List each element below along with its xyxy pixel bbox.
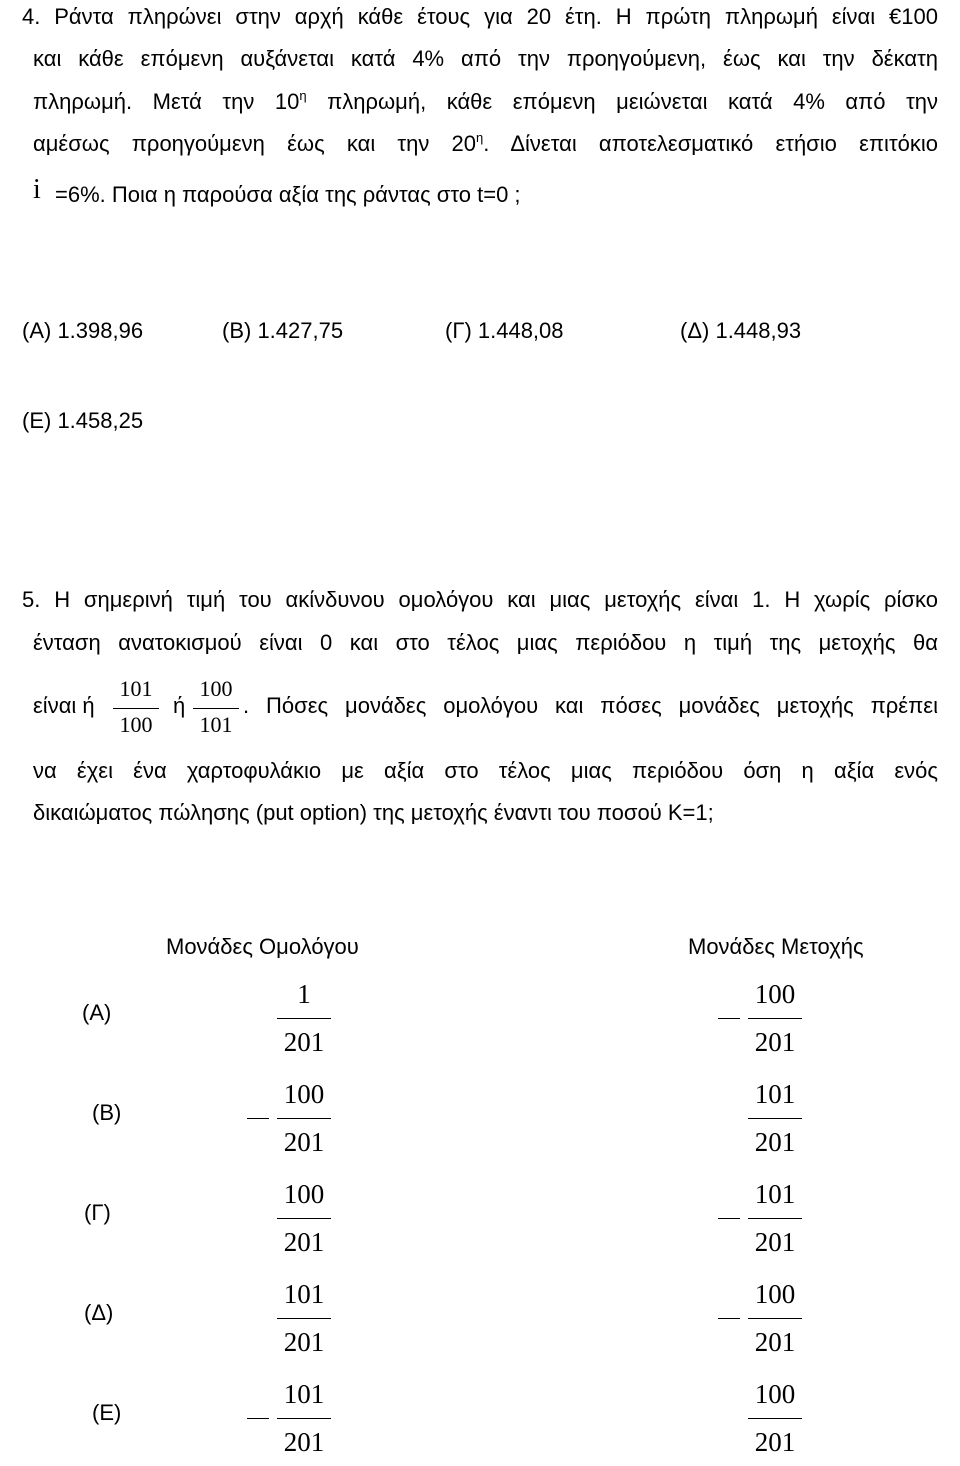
problem5-line-3-start: είναι ή [33, 693, 95, 718]
problem4-line-3: πληρωμή. Μετά την $10^\eta$ πληρωμή, κάθε επόμενη μειώνεται κατά 4% από την [33, 88, 938, 114]
answer-row-label: (Δ) [84, 1300, 114, 1325]
problem5-or: ή [173, 693, 186, 718]
problem5-line-4: να έχει ένα χαρτοφυλάκιο με αξία στο τέλος μιας περιόδου όση η αξία ενός [33, 758, 938, 783]
fraction-101-over-100: 101 100 [113, 674, 159, 744]
stock-units-fraction: 100 201 [748, 1376, 802, 1466]
bond-units-fraction: 101 201 [277, 1276, 331, 1366]
problem4-line-2: και κάθε επόμενη αυξάνεται κατά 4% από την προηγούμενη, έως και την δέκατη [33, 46, 938, 71]
option-e: (Ε) 1.458,25 [22, 408, 144, 433]
stock-units-fraction: 100 201 [748, 1276, 802, 1366]
bond-units-fraction: 101 201 [277, 1376, 331, 1466]
option-g: (Γ) 1.448,08 [445, 318, 564, 343]
problem4-line-4: αμέσως προηγούμενη έως και την $20^\eta$. Δίνεται αποτελεσματικό ετήσιο επιτόκιο [33, 130, 938, 156]
stock-units-fraction: 100 201 [748, 976, 802, 1066]
stock-units-fraction-minus-sign [718, 1318, 740, 1319]
problem5-line-1: 5. Η σημερινή τιμή του ακίνδυνου ομολόγου και μιας μετοχής είναι 1. Η χωρίς ρίσκο [22, 587, 938, 612]
option-d: (Δ) 1.448,93 [680, 318, 802, 343]
problem5-line-3-end: . Πόσες μονάδες ομολόγου και πόσες μονάδες μετοχής πρέπει [243, 693, 938, 718]
bond-units-fraction: 100 201 [277, 1076, 331, 1166]
answer-row-label: (Α) [82, 1000, 112, 1025]
stock-units-fraction-minus-sign [718, 1018, 740, 1019]
stock-units-fraction: 101 201 [748, 1176, 802, 1266]
bond-units-fraction-minus-sign [247, 1118, 269, 1119]
bond-units-fraction-minus-sign [247, 1418, 269, 1419]
answer-row-label: (Γ) [84, 1200, 111, 1225]
answer-row-label: (Β) [92, 1100, 122, 1125]
column-header-stock-units: Μονάδες Μετοχής [688, 934, 864, 959]
problem5-line-2: ένταση ανατοκισμού είναι 0 και στο τέλος μιας περιόδου η τιμή της μετοχής θα [33, 630, 938, 655]
problem4-line-5: =6%. Ποια η παρούσα αξία της ράντας στο t=0 ; [55, 182, 521, 207]
option-b: (Β) 1.427,75 [222, 318, 344, 343]
problem5-line-5: δικαιώματος πώλησης (put option) της μετοχής έναντι του ποσού K=1; [33, 800, 714, 825]
bond-units-fraction: 100 201 [277, 1176, 331, 1266]
column-header-bond-units: Μονάδες Ομολόγου [166, 934, 359, 959]
answer-row-label: (Ε) [92, 1400, 122, 1425]
bond-units-fraction: 1 201 [277, 976, 331, 1066]
stock-units-fraction-minus-sign [718, 1218, 740, 1219]
rate-symbol: i [33, 174, 41, 205]
fraction-100-over-101: 100 101 [193, 674, 239, 744]
problem4-line-1: 4. Ράντα πληρώνει στην αρχή κάθε έτους για 20 έτη. Η πρώτη πληρωμή είναι €100 [22, 4, 938, 29]
stock-units-fraction: 101 201 [748, 1076, 802, 1166]
option-a: (Α) 1.398,96 [22, 318, 144, 343]
